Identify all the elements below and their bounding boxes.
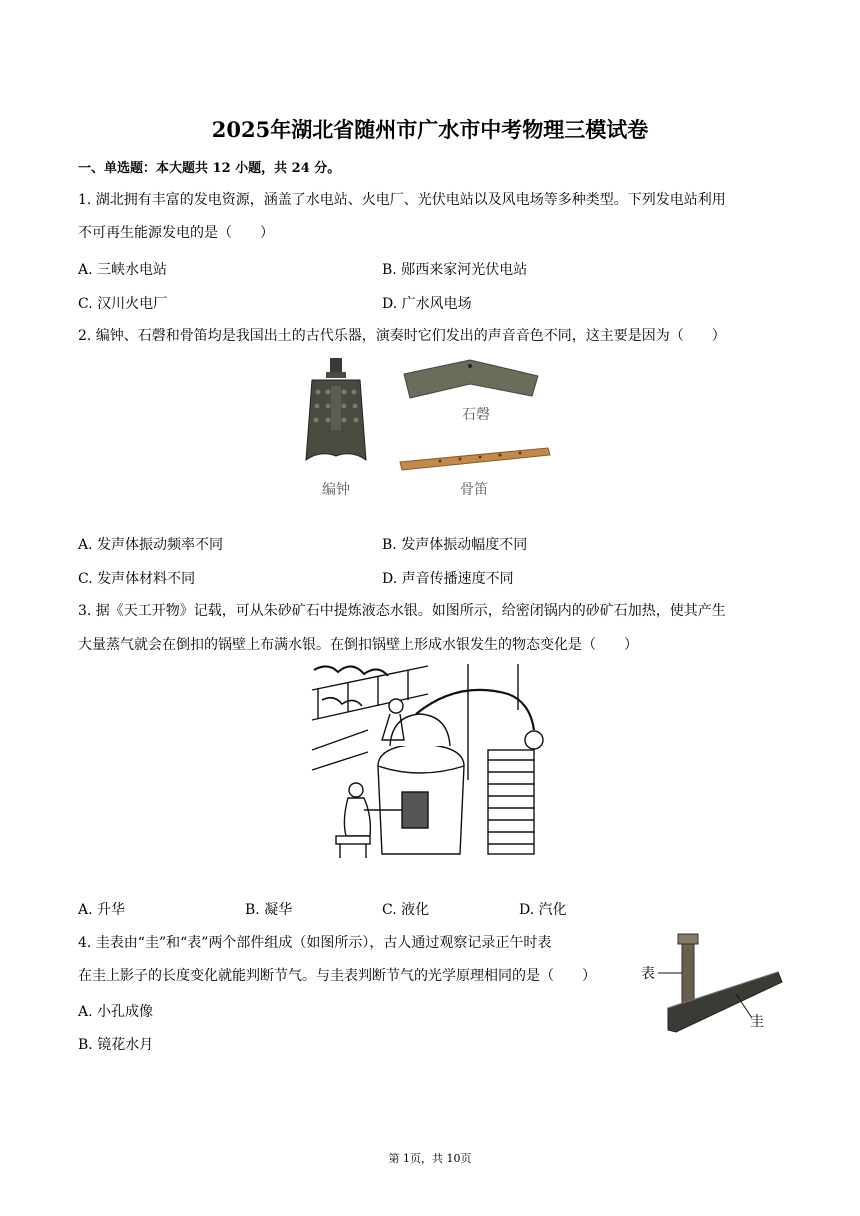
stone-chime-caption: 石磬 [462,407,490,423]
q4-option-a: A. 小孔成像 [78,1004,154,1020]
gui-label: 圭 [750,1014,764,1030]
ancient-instruments-figure [300,352,560,502]
q3-stem-line1: 3. 据《天工开物》记载，可从朱砂矿石中提炼液态水银。如图所示，给密闭锅内的砂矿石加热，使其产生 [78,603,726,619]
q3-option-b: B. 凝华 [245,902,293,918]
bone-flute-caption: 骨笛 [460,482,488,498]
q1-option-d: D. 广水风电场 [382,296,472,312]
q3-stem-line2: 大量蒸气就会在倒扣的锅壁上布满水银。在倒扣锅壁上形成水银发生的物态变化是（ ） [78,637,638,653]
q2-option-b: B. 发声体振动幅度不同 [382,537,528,553]
q4-stem-line1: 4. 圭表由“圭”和“表”两个部件组成（如图所示），古人通过观察记录正午时表 [78,935,552,951]
mercury-refining-illustration [308,660,558,870]
q2-option-d: D. 声音传播速度不同 [382,571,514,587]
q3-option-c: C. 液化 [382,902,430,918]
q2-option-c: C. 发声体材料不同 [78,571,196,587]
q1-stem-line2: 不可再生能源发电的是（ ） [78,225,274,241]
biao-label: 表 [641,966,655,982]
bianzhong-bell-image [306,358,366,460]
q1-option-b: B. 郧西来家河光伏电站 [382,262,528,278]
q3-option-a: A. 升华 [78,902,126,918]
page-title: 2025年湖北省随州市广水市中考物理三模试卷 [211,117,649,142]
bone-flute-image [400,448,550,470]
q1-option-a: A. 三峡水电站 [78,262,168,278]
stone-chime-image [404,360,538,398]
gnomon-guibiao-figure [638,930,786,1038]
q1-stem-line1: 1. 湖北拥有丰富的发电资源，涵盖了水电站、火电厂、光伏电站以及风电场等多种类型。下列发电站利用 [78,192,726,208]
q2-stem-line1: 2. 编钟、石磬和骨笛均是我国出土的古代乐器，演奏时它们发出的声音音色不同，这主要是因为（ ） [78,328,726,344]
q4-stem-line2: 在圭上影子的长度变化就能判断节气。与圭表判断节气的光学原理相同的是（ ） [78,968,596,984]
q3-option-d: D. 汽化 [519,902,567,918]
section-heading: 一、单选题：本大题共 12 小题，共 24 分。 [78,161,341,176]
bianzhong-caption: 编钟 [322,482,350,498]
q4-option-b: B. 镜花水月 [78,1037,154,1053]
q1-option-c: C. 汉川火电厂 [78,296,168,312]
page-footer: 第 1页，共 10页 [388,1152,472,1165]
q2-option-a: A. 发声体振动频率不同 [78,537,224,553]
